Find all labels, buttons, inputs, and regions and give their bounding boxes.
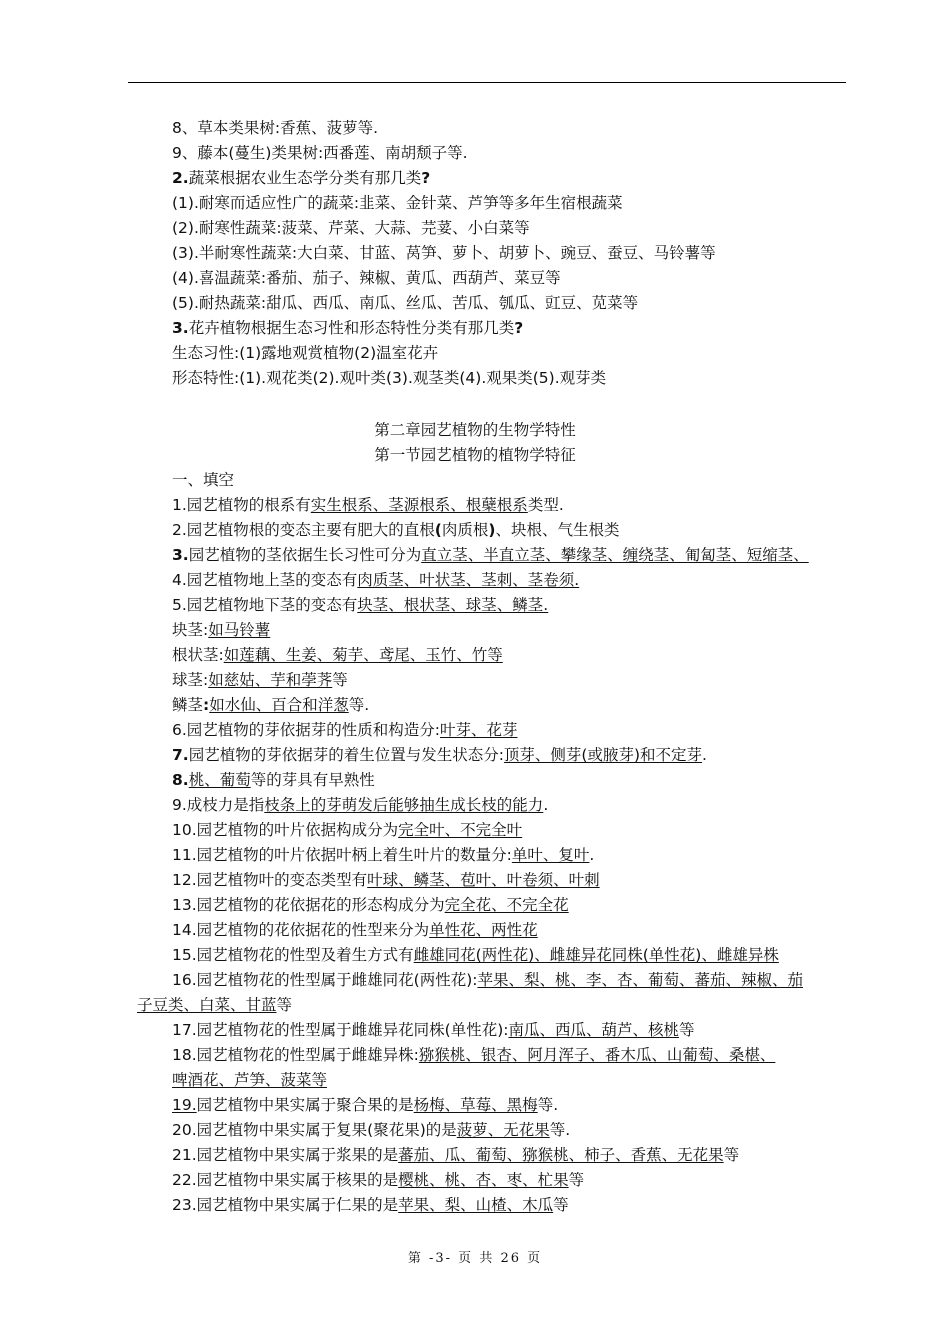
text-line xyxy=(172,268,561,288)
text-line xyxy=(172,1195,569,1215)
text-span: 蔬菜根据农业生态学分类有那几类 xyxy=(188,169,422,187)
text-line xyxy=(172,1145,739,1165)
text-span: 8、草本类果树:香蕉、菠萝等. xyxy=(172,119,379,137)
underlined-answer: 完全叶、不完全叶 xyxy=(398,821,523,839)
text-line xyxy=(172,645,503,665)
text-span: ? xyxy=(514,319,524,337)
text-line xyxy=(172,895,569,915)
text-line xyxy=(137,995,292,1015)
text-line xyxy=(172,795,548,815)
text-span: (1).耐寒而适应性广的蔬菜:韭菜、金针菜、芦笋等多年生宿根蔬菜 xyxy=(172,194,623,212)
text-span: 花卉植物根据生态习性和形态特性分类有那几类 xyxy=(188,319,515,337)
text-span: 园艺植物的茎依据生长习性可分为 xyxy=(188,546,422,564)
text-span: 等 xyxy=(276,996,293,1014)
text-line xyxy=(172,770,375,790)
text-span: 根状茎: xyxy=(172,646,224,664)
underlined-answer: 枝条上的芽萌发后能够抽生成长枝的能力 xyxy=(264,796,544,814)
text-span: 12.园艺植物叶的变态类型有 xyxy=(172,871,368,889)
text-span: 2. xyxy=(172,169,189,187)
text-line xyxy=(172,1020,695,1040)
text-line xyxy=(172,945,779,965)
text-span: . xyxy=(702,746,707,764)
text-span: ) xyxy=(488,521,496,539)
text-span: 18.园艺植物花的性型属于雌雄异株: xyxy=(172,1046,419,1064)
text-line xyxy=(172,595,548,615)
text-span: 等的芽具有早熟性 xyxy=(250,771,375,789)
text-span: 6.园艺植物的芽依据芽的性质和构造分: xyxy=(172,721,441,739)
text-span: 4.园艺植物地上茎的变态有 xyxy=(172,571,358,589)
text-line xyxy=(172,1120,570,1140)
text-span: 等. xyxy=(348,696,370,714)
text-line xyxy=(172,318,523,338)
text-span: 鳞茎 xyxy=(172,696,204,714)
text-span: ( xyxy=(434,521,442,539)
underlined-answer: 块茎、根状茎、球茎、鳞茎. xyxy=(357,596,549,614)
text-line xyxy=(172,343,438,363)
text-span: . xyxy=(543,796,549,814)
text-line xyxy=(172,118,378,138)
text-line xyxy=(172,293,638,313)
text-line xyxy=(172,870,600,890)
page-footer: 第 -3- 页 共 26 页 xyxy=(407,1251,543,1266)
text-line xyxy=(172,143,468,163)
text-line xyxy=(172,193,623,213)
section-heading xyxy=(0,420,950,440)
underlined-answer: 实生根系、茎源根系、根蘖根系 xyxy=(310,496,528,514)
underlined-answer: 樱桃、桃、杏、枣、杧果 xyxy=(398,1171,569,1189)
text-line xyxy=(172,243,716,263)
text-span: (4).喜温蔬菜:番茄、茄子、辣椒、黄瓜、西葫芦、菜豆等 xyxy=(172,269,561,287)
text-line xyxy=(172,970,803,990)
text-line xyxy=(172,570,579,590)
text-span: 1.园艺植物的根系有 xyxy=(172,496,311,514)
text-span: 9、藤本(蔓生)类果树:西番莲、南胡颓子等. xyxy=(172,144,468,162)
text-span: 园艺植物的芽依据芽的着生位置与发生状态分: xyxy=(188,746,504,764)
text-span: 9.成枝力是指 xyxy=(172,796,265,814)
text-line xyxy=(172,695,369,715)
text-span: (2).耐寒性蔬菜:菠菜、芹菜、大蒜、芫荽、小白菜等 xyxy=(172,219,530,237)
underlined-answer: 菠萝、无花果 xyxy=(456,1121,550,1139)
underlined-answer: 叶球、鳞茎、苞叶、叶卷须、叶刺 xyxy=(367,871,600,889)
underlined-answer: 直立茎、半直立茎、攀缘茎、缠绕茎、匍匐茎、短缩茎、 xyxy=(421,546,809,564)
text-span: (3).半耐寒性蔬菜:大白菜、甘蓝、莴笋、萝卜、胡萝卜、豌豆、蚕豆、马铃薯等 xyxy=(172,244,716,262)
text-span: 形态特性:(1).观花类(2).观叶类(3).观茎类(4).观果类(5).观芽类 xyxy=(172,369,607,387)
text-line xyxy=(172,670,348,690)
text-span: 11.园艺植物的叶片依据叶柄上着生叶片的数量分: xyxy=(172,846,512,864)
text-line xyxy=(172,1170,584,1190)
text-line xyxy=(172,495,564,515)
text-span: 3. xyxy=(172,319,189,337)
underlined-answer: 完全花、不完全花 xyxy=(444,896,569,914)
text-span: 7. xyxy=(172,746,189,764)
text-span: 23.园艺植物中果实属于仁果的是 xyxy=(172,1196,399,1214)
underlined-answer: 蕃茄、瓜、葡萄、猕猴桃、柿子、香蕉、无花果 xyxy=(398,1146,724,1164)
text-span: 14.园艺植物的花依据花的性型来分为 xyxy=(172,921,430,939)
text-span: 等 xyxy=(568,1171,585,1189)
text-span: 15.园艺植物花的性型及着生方式有 xyxy=(172,946,414,964)
underlined-answer: 肉质茎、叶状茎、茎刺、茎卷须. xyxy=(357,571,580,589)
text-span: 等 xyxy=(723,1146,740,1164)
underlined-answer: 单叶、复叶 xyxy=(511,846,590,864)
underlined-answer: 19. xyxy=(172,1096,197,1114)
underlined-answer: 子豆类、白菜、甘蓝 xyxy=(137,996,277,1014)
text-span: 10.园艺植物的叶片依据构成分为 xyxy=(172,821,399,839)
underlined-answer: 如水仙、百合和洋葱 xyxy=(209,696,349,714)
header-rule xyxy=(128,82,846,83)
text-span: 5.园艺植物地下茎的变态有 xyxy=(172,596,358,614)
text-span: 20.园艺植物中果实属于复果(聚花果)的是 xyxy=(172,1121,457,1139)
text-line xyxy=(172,520,620,540)
underlined-answer: 顶芽、侧芽(或腋芽)和不定芽 xyxy=(503,746,703,764)
text-span: 第一节园艺植物的植物学特征 xyxy=(374,446,576,464)
text-span: 8. xyxy=(172,771,189,789)
underlined-answer: 苹果、梨、桃、李、杏、葡萄、蕃茄、辣椒、茄 xyxy=(477,971,803,989)
underlined-answer: 杨梅、草莓、黑梅 xyxy=(413,1096,538,1114)
text-line xyxy=(172,168,430,188)
text-span: 2.园艺植物根的变态主要有肥大的直根 xyxy=(172,521,435,539)
text-span: 17.园艺植物花的性型属于雌雄异花同株(单性花): xyxy=(172,1021,509,1039)
underlined-answer: 猕猴桃、银杏、阿月浑子、番木瓜、山葡萄、桑椹、 xyxy=(418,1046,776,1064)
text-span: 16.园艺植物花的性型属于雌雄同花(两性花): xyxy=(172,971,478,989)
text-span: : xyxy=(203,696,210,714)
text-line xyxy=(172,1070,327,1090)
text-span: 等. xyxy=(549,1121,571,1139)
text-span: 园艺植物中果实属于聚合果的是 xyxy=(196,1096,414,1114)
underlined-answer: 如慈姑、芋和荸荠 xyxy=(208,671,333,689)
underlined-answer: 叶芽、花芽 xyxy=(440,721,518,739)
text-line xyxy=(172,1045,775,1065)
text-line xyxy=(172,820,522,840)
text-line xyxy=(172,845,594,865)
text-span: 等 xyxy=(678,1021,695,1039)
underlined-answer: 如莲藕、生姜、菊芋、鸢尾、玉竹、竹等 xyxy=(223,646,503,664)
text-line xyxy=(172,368,606,388)
text-span: 球茎: xyxy=(172,671,209,689)
underlined-answer: 雌雄同花(两性花)、雌雄异花同株(单性花)、雌雄异株 xyxy=(413,946,779,964)
underlined-answer: 如马铃薯 xyxy=(208,621,271,639)
text-span: 第二章园艺植物的生物学特性 xyxy=(374,421,576,439)
text-span: 块茎: xyxy=(172,621,209,639)
text-line xyxy=(172,470,234,490)
underlined-answer: 啤酒花、芦笋、菠菜等 xyxy=(172,1071,328,1089)
text-span: 等 xyxy=(332,671,348,689)
text-span: 22.园艺植物中果实属于核果的是 xyxy=(172,1171,399,1189)
text-line xyxy=(172,720,518,740)
underlined-answer: 单性花、两性花 xyxy=(429,921,538,939)
text-line xyxy=(172,745,707,765)
text-span: 21.园艺植物中果实属于浆果的是 xyxy=(172,1146,399,1164)
text-line xyxy=(172,545,809,565)
text-line xyxy=(172,620,270,640)
text-span: 类型. xyxy=(527,496,564,514)
text-span: ? xyxy=(421,169,431,187)
text-line xyxy=(172,1095,558,1115)
underlined-answer: 南瓜、西瓜、葫芦、核桃 xyxy=(508,1021,679,1039)
underlined-answer: 苹果、梨、山楂、木瓜 xyxy=(398,1196,554,1214)
text-span: 等. xyxy=(537,1096,559,1114)
text-span: 等 xyxy=(553,1196,569,1214)
underlined-answer: 桃、葡萄 xyxy=(188,771,251,789)
text-span: 3. xyxy=(172,546,189,564)
text-line xyxy=(172,218,530,238)
text-span: . xyxy=(589,846,595,864)
text-span: (5).耐热蔬菜:甜瓜、西瓜、南瓜、丝瓜、苦瓜、瓠瓜、豇豆、苋菜等 xyxy=(172,294,639,312)
section-heading xyxy=(0,445,950,465)
text-span: 肉质根 xyxy=(441,521,489,539)
text-span: 、块根、气生根类 xyxy=(495,521,620,539)
text-span: 13.园艺植物的花依据花的形态构成分为 xyxy=(172,896,445,914)
text-span: 一、填空 xyxy=(172,471,235,489)
text-span: 生态习性:(1)露地观赏植物(2)温室花卉 xyxy=(172,344,439,362)
text-line xyxy=(172,920,538,940)
